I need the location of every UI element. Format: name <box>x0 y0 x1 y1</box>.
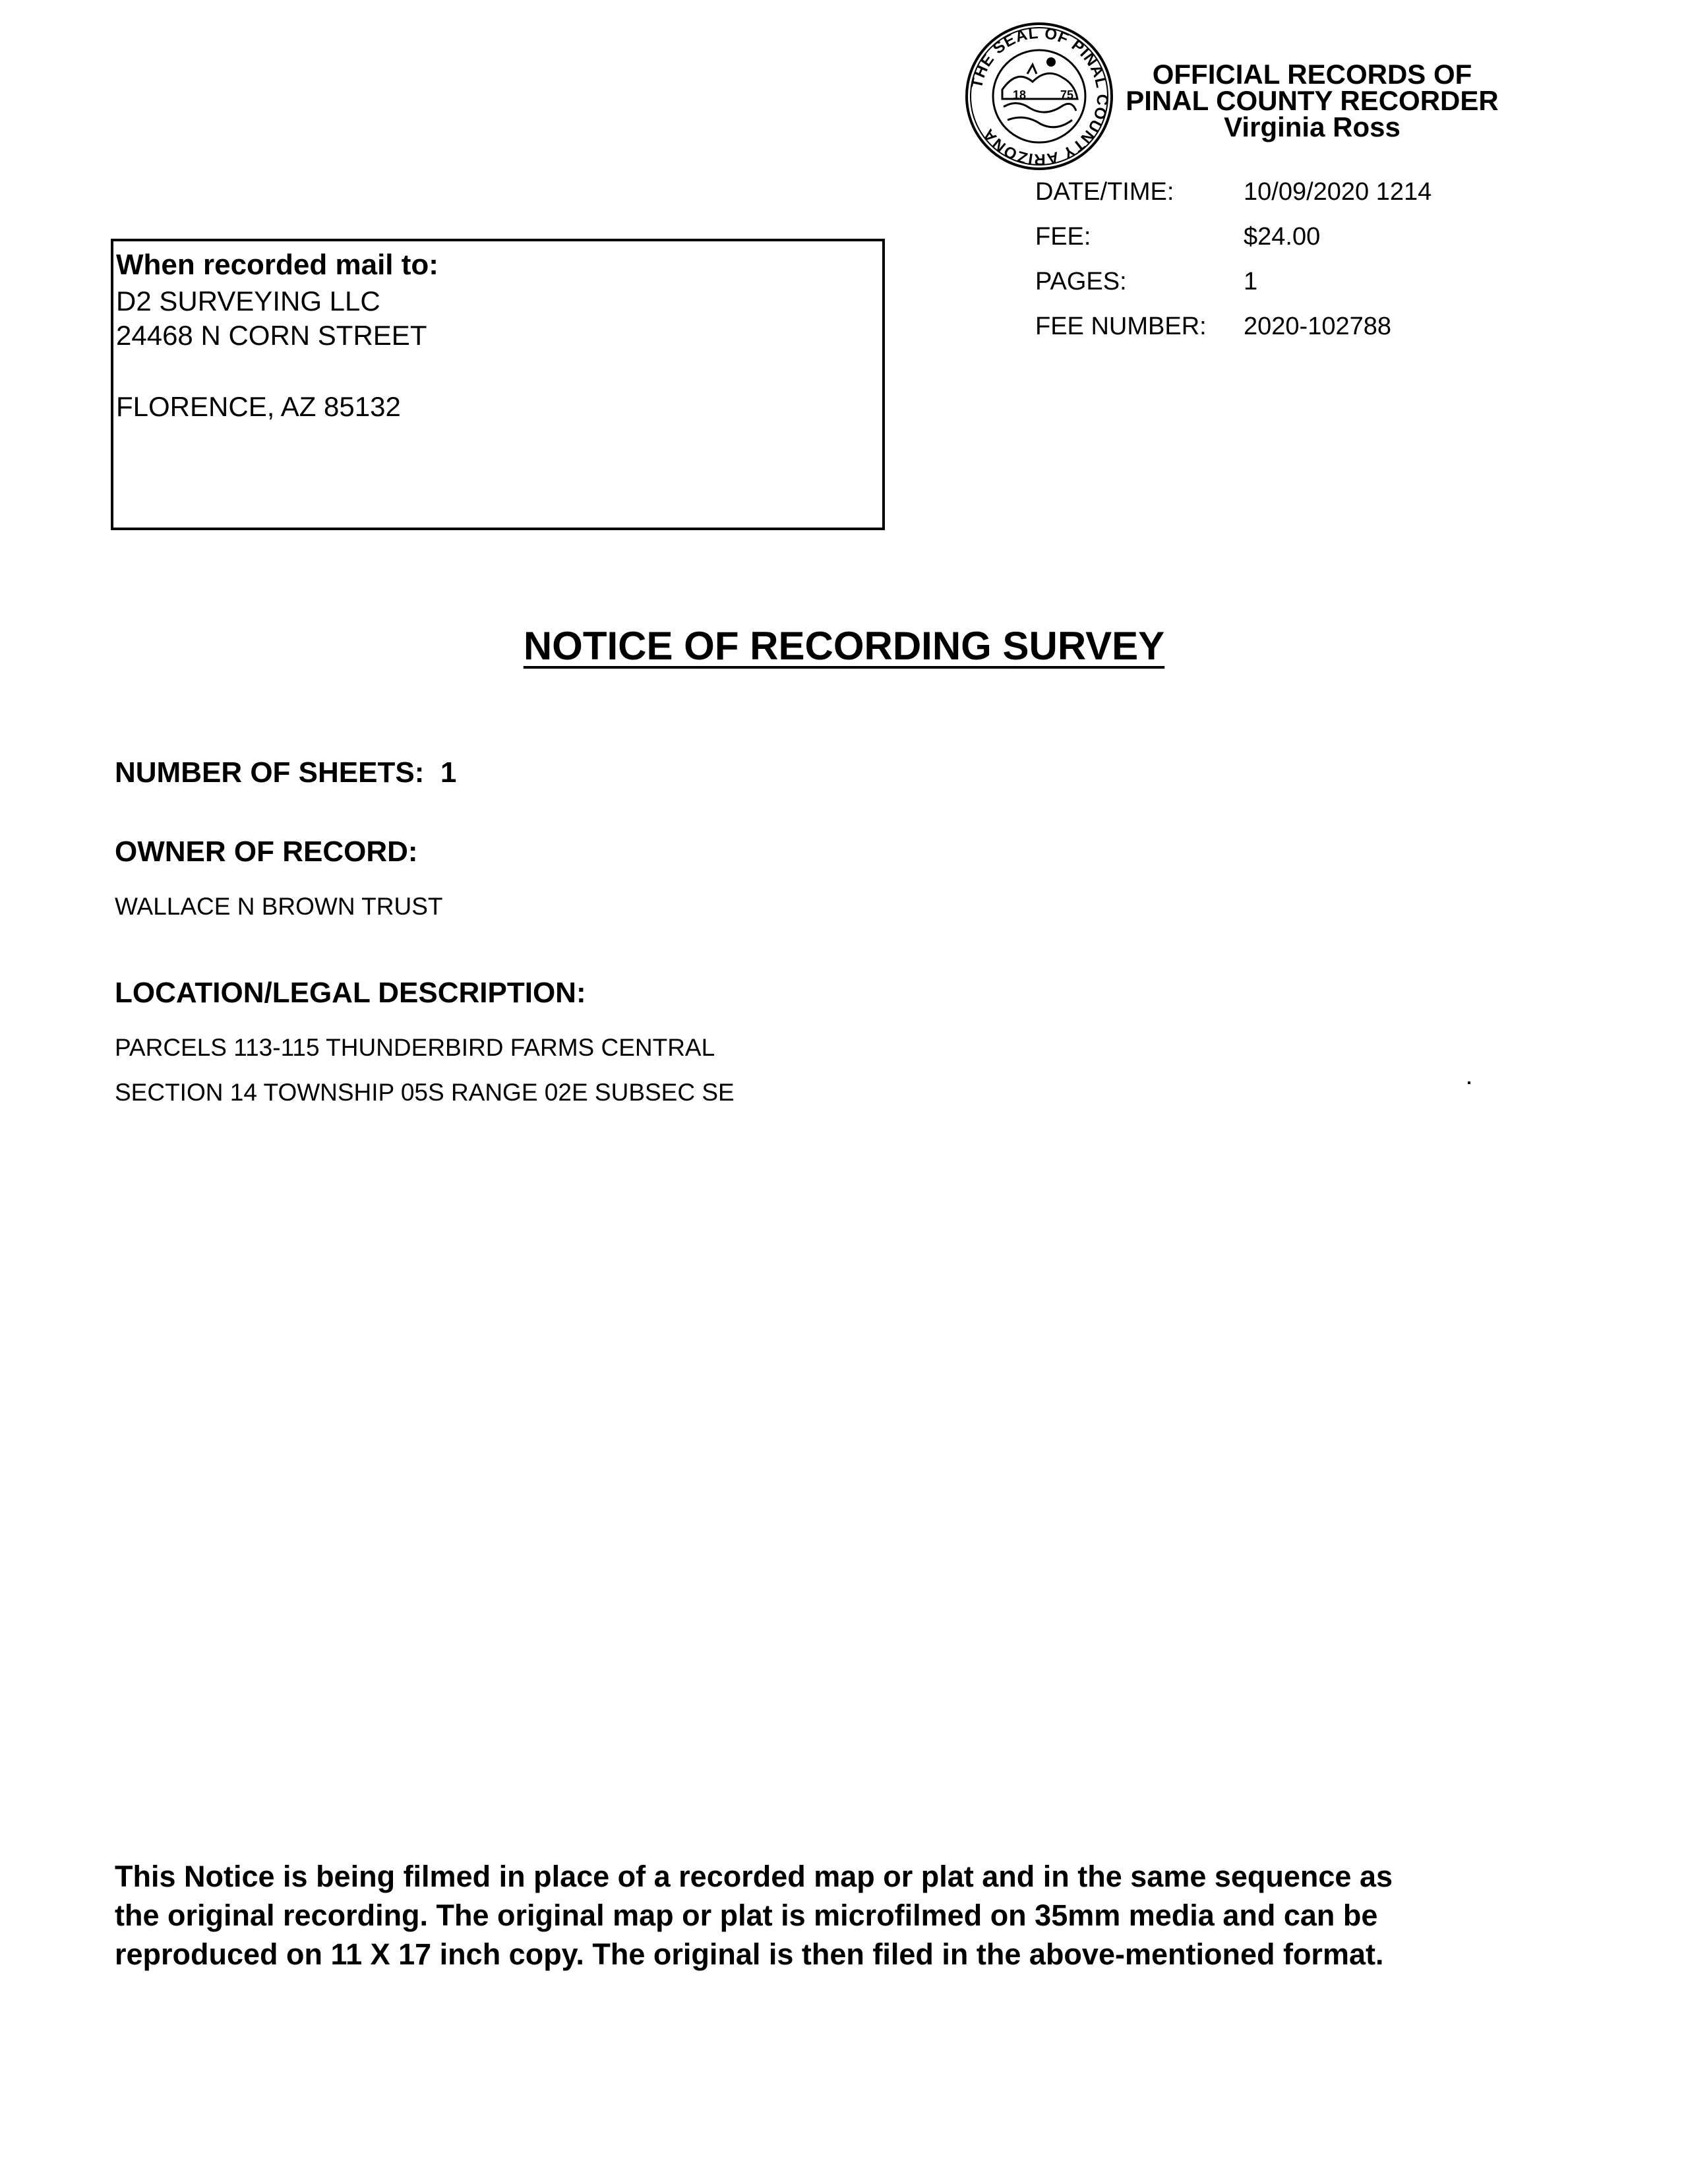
fee-number-label: FEE NUMBER: <box>1035 313 1207 340</box>
notice-line-2: the original recording. The original map or plat is microfilmed on 35mm media and can be <box>115 1898 1378 1932</box>
sheets-label: NUMBER OF SHEETS: <box>115 756 425 789</box>
pages-value: 1 <box>1244 268 1258 295</box>
seal-ring-text: THE SEAL OF PINAL COUNTY ARIZONA <box>967 24 1112 169</box>
seal-year-left: 18 <box>1013 88 1027 102</box>
fee-label: FEE: <box>1035 223 1091 251</box>
location-line1: PARCELS 113-115 THUNDERBIRD FARMS CENTRAL <box>115 1034 715 1061</box>
date-time-label: DATE/TIME: <box>1035 178 1174 206</box>
pages-label: PAGES: <box>1035 268 1127 295</box>
sheets-row <box>115 758 456 787</box>
date-time-value: 10/09/2020 1214 <box>1244 178 1432 206</box>
fee-number-value: 2020-102788 <box>1244 313 1391 340</box>
mail-to-heading: When recorded mail to: <box>116 249 438 281</box>
stray-dot <box>1468 1081 1470 1084</box>
mail-to-box <box>111 239 885 530</box>
document-title <box>0 626 1688 666</box>
owner-value: WALLACE N BROWN TRUST <box>115 893 443 920</box>
mail-to-street: 24468 N CORN STREET <box>116 320 427 351</box>
seal-year-right: 75 <box>1060 88 1074 102</box>
owner-heading: OWNER OF RECORD: <box>115 835 418 868</box>
sheets-value: 1 <box>440 756 457 789</box>
location-heading: LOCATION/LEGAL DESCRIPTION: <box>115 977 586 1009</box>
document-title-text: NOTICE OF RECORDING SURVEY <box>523 624 1165 668</box>
recorder-title-line2: PINAL COUNTY RECORDER <box>1126 85 1499 116</box>
recorder-name: Virginia Ross <box>1224 111 1401 142</box>
mail-to-city: FLORENCE, AZ 85132 <box>116 391 401 422</box>
fee-value: $24.00 <box>1244 223 1321 251</box>
recorder-title-line1: OFFICIAL RECORDS OF <box>1152 59 1472 90</box>
notice-line-3: reproduced on 11 X 17 inch copy. The original is then filed in the above-mentioned format. <box>115 1937 1384 1971</box>
mail-to-name: D2 SURVEYING LLC <box>116 286 380 317</box>
notice-line-1: This Notice is being filmed in place of a recorded map or plat and in the same sequence as <box>115 1860 1393 1893</box>
location-line2: SECTION 14 TOWNSHIP 05S RANGE 02E SUBSEC SE <box>115 1079 735 1106</box>
notice-paragraph <box>115 1857 1433 1974</box>
